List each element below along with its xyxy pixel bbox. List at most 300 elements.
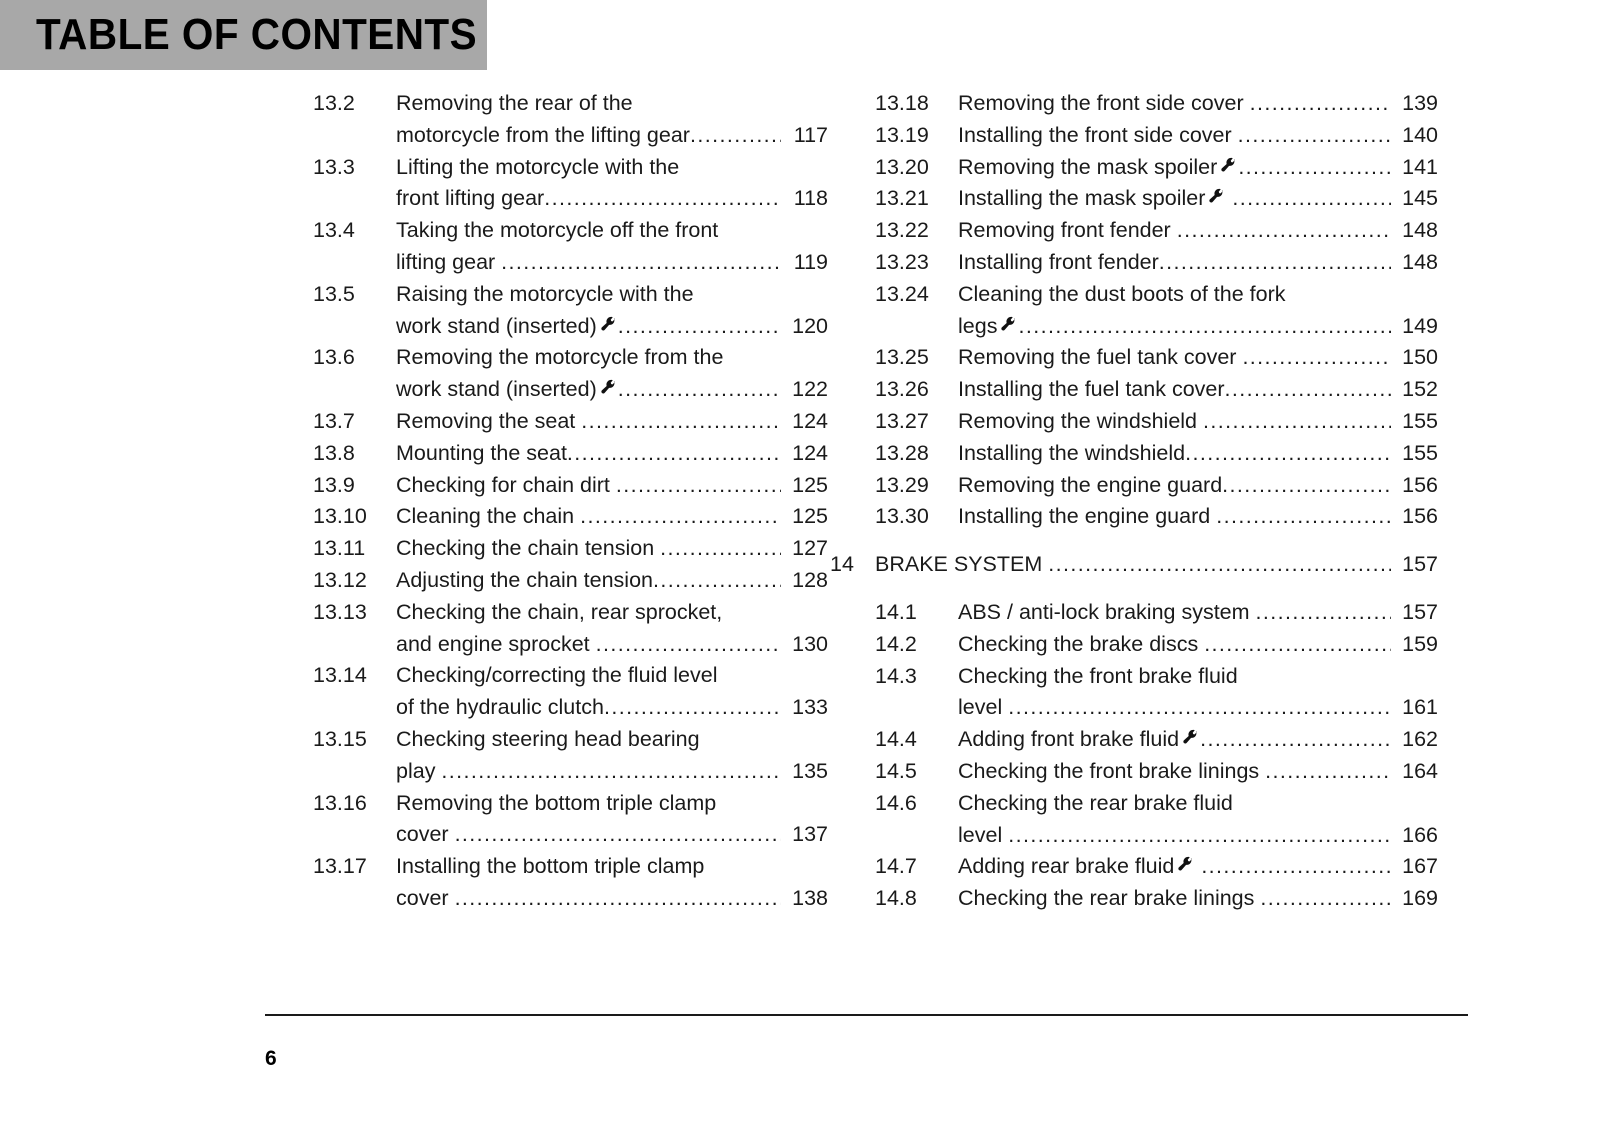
toc-entry-page-number: 156 — [1402, 504, 1438, 529]
dot-leader — [604, 692, 781, 724]
toc-entry-title: Installing the fuel tank cover — [958, 377, 1225, 402]
toc-entry-page-number: 155 — [1402, 440, 1438, 465]
toc-entry-line — [396, 215, 828, 247]
toc-entry-title: Cleaning the dust boots of the fork — [958, 281, 1286, 306]
wrench-icon — [600, 379, 617, 396]
toc-entry-page-number: 117 — [793, 122, 828, 147]
toc-entry-title: Adjusting the chain tension — [396, 567, 653, 592]
toc-entry-line — [958, 883, 1438, 915]
toc-entry-page-number: 159 — [1402, 631, 1438, 656]
toc-entry-title: Removing the rear of the — [396, 91, 633, 115]
toc-entry-line — [958, 851, 1438, 883]
toc-entry-title: Installing the front side cover — [958, 122, 1238, 147]
toc-entry-line — [958, 629, 1438, 661]
toc-entry-number: 13.30 — [875, 504, 929, 529]
toc-entry-body — [958, 342, 1438, 374]
toc-entry[interactable] — [875, 438, 1438, 470]
toc-entry[interactable] — [313, 501, 828, 533]
toc-entry-body — [396, 88, 828, 152]
dot-leader — [1018, 311, 1391, 343]
toc-entry-body — [396, 724, 828, 788]
dot-leader — [1256, 597, 1391, 629]
toc-entry-title: Removing the front side cover — [958, 91, 1250, 115]
toc-entry[interactable] — [875, 756, 1438, 788]
toc-entry-line — [958, 501, 1438, 533]
toc-entry-body — [396, 438, 828, 470]
dot-leader — [1200, 724, 1391, 756]
toc-chapter-heading[interactable] — [830, 549, 1438, 581]
toc-entry-page-number: 162 — [1402, 727, 1438, 752]
toc-entry-line — [958, 374, 1438, 406]
toc-entry-number: 13.19 — [875, 122, 929, 147]
toc-entry-line — [958, 661, 1438, 693]
toc-entry[interactable] — [875, 183, 1438, 215]
toc-entry[interactable] — [313, 660, 828, 724]
toc-entry-page-number: 157 — [1402, 552, 1438, 577]
toc-entry-title: Checking for chain dirt — [396, 472, 616, 497]
toc-entry-number: 13.26 — [875, 377, 929, 402]
toc-entry-title: cover — [396, 885, 455, 910]
dot-leader — [455, 883, 781, 915]
wrench-icon — [1182, 729, 1199, 746]
toc-entry-line — [958, 247, 1438, 279]
dot-leader — [618, 311, 781, 343]
toc-entry-number: 13.28 — [875, 440, 929, 465]
toc-entry[interactable] — [313, 88, 828, 152]
toc-entry[interactable] — [313, 597, 828, 661]
toc-entry[interactable] — [875, 406, 1438, 438]
toc-entry-number: 14.4 — [875, 727, 917, 752]
toc-entry-page-number: 135 — [792, 758, 828, 783]
toc-entry-number: 13.20 — [875, 154, 929, 179]
toc-entry[interactable] — [875, 374, 1438, 406]
toc-entry-number: 13.29 — [875, 472, 929, 497]
toc-entry-title: lifting gear — [396, 249, 502, 274]
toc-entry-body — [396, 788, 828, 852]
toc-entry-body — [396, 279, 828, 343]
toc-entry-body — [958, 183, 1438, 215]
toc-entry-title: ABS / anti-lock braking system — [958, 599, 1256, 624]
toc-entry-body — [958, 215, 1438, 247]
toc-entry-number: 13.11 — [313, 536, 366, 561]
toc-entry-body — [396, 501, 828, 533]
dot-leader — [596, 629, 781, 661]
toc-entry-title: Raising the motorcycle with the — [396, 281, 694, 306]
toc-entry-line — [396, 183, 828, 215]
toc-entry[interactable] — [875, 724, 1438, 756]
toc-entry[interactable] — [313, 565, 828, 597]
toc-entry-line — [958, 215, 1438, 247]
toc-entry-number: 13.9 — [313, 472, 355, 497]
toc-entry-page-number: 119 — [793, 249, 828, 274]
toc-entry[interactable] — [875, 152, 1438, 184]
toc-entry-title: Installing the mask spoiler — [958, 186, 1206, 211]
toc-entry[interactable] — [875, 215, 1438, 247]
toc-entry-number: 13.15 — [313, 726, 367, 751]
toc-entry-line — [875, 549, 1438, 581]
toc-entry-number: 14.8 — [875, 886, 917, 911]
toc-entry-page-number: 118 — [793, 186, 828, 211]
toc-entry-title: Cleaning the chain — [396, 504, 581, 529]
toc-entry[interactable] — [875, 851, 1438, 883]
toc-entry-page-number: 133 — [792, 695, 828, 720]
toc-entry-title: Checking the chain tension — [396, 536, 661, 561]
toc-entry-number: 13.22 — [875, 218, 929, 243]
toc-entry-title: Installing the bottom triple clamp — [396, 854, 705, 879]
toc-entry-title: Removing the mask spoiler — [958, 154, 1218, 179]
toc-entry-line — [396, 279, 828, 311]
toc-entry-body — [958, 438, 1438, 470]
toc-entry-body — [958, 851, 1438, 883]
toc-entry-page-number: 148 — [1402, 218, 1438, 243]
toc-entry-line — [396, 597, 828, 629]
toc-entry-title: Checking/correcting the fluid level — [396, 663, 718, 688]
toc-entry-body — [958, 597, 1438, 629]
toc-entry-page-number: 128 — [792, 567, 828, 592]
toc-entry[interactable] — [875, 88, 1438, 120]
toc-entry-body — [958, 883, 1438, 915]
dot-leader — [1222, 470, 1391, 502]
toc-entry-line — [396, 533, 828, 565]
toc-entry-number: 14.6 — [875, 790, 917, 815]
toc-entry[interactable] — [313, 533, 828, 565]
toc-entry-line — [396, 756, 828, 788]
toc-entry-body — [396, 851, 828, 915]
toc-entry[interactable] — [875, 883, 1438, 915]
toc-entry-line — [958, 724, 1438, 756]
toc-column-left — [313, 88, 828, 915]
toc-entry-page-number: 140 — [1402, 122, 1438, 147]
toc-entry-page-number: 161 — [1402, 695, 1438, 720]
toc-chapter-body — [875, 549, 1438, 581]
toc-entry-number: 13.5 — [313, 281, 355, 306]
toc-entry-line — [958, 788, 1438, 820]
toc-entry-number: 14.5 — [875, 758, 917, 783]
page-title: TABLE OF CONTENTS — [36, 10, 478, 59]
wrench-icon — [1000, 316, 1017, 333]
toc-entry-body — [958, 88, 1438, 120]
toc-entry-page-number: 166 — [1402, 822, 1438, 847]
toc-entry-line — [396, 152, 828, 184]
toc-entry-number: 14.2 — [875, 631, 917, 656]
toc-entry-number: 13.10 — [313, 504, 367, 529]
toc-entry-line — [396, 88, 828, 120]
dot-leader — [1177, 215, 1391, 247]
toc-entry-line — [396, 374, 828, 406]
toc-entry-title: Removing the fuel tank cover — [958, 345, 1243, 370]
dot-leader — [1008, 820, 1391, 852]
dot-leader — [1159, 247, 1391, 279]
wrench-icon — [1208, 188, 1225, 205]
dot-leader — [455, 819, 781, 851]
toc-header-banner — [0, 0, 487, 70]
toc-entry-number: 13.4 — [313, 218, 355, 243]
toc-entry-number: 13.21 — [875, 186, 929, 211]
toc-entry-body — [958, 756, 1438, 788]
toc-entry[interactable] — [313, 470, 828, 502]
toc-entry-title: Installing front fender — [958, 249, 1159, 274]
toc-entry-page-number: 156 — [1402, 472, 1438, 497]
wrench-icon — [1220, 157, 1237, 174]
toc-entry-number: 13.18 — [875, 91, 929, 115]
dot-leader — [441, 756, 781, 788]
toc-entry-title: Removing the windshield — [958, 408, 1203, 433]
toc-entry-line — [396, 311, 828, 343]
toc-entry-title: Checking the front brake fluid — [958, 663, 1238, 688]
toc-entry-line — [958, 152, 1438, 184]
dot-leader — [580, 501, 781, 533]
toc-entry-title: motorcycle from the lifting gear — [396, 122, 690, 147]
toc-entry-body — [958, 470, 1438, 502]
toc-entry-page-number: 137 — [792, 822, 828, 847]
toc-entry-page-number: 141 — [1402, 154, 1438, 179]
toc-entry-body — [958, 374, 1438, 406]
toc-entry-number: 13.16 — [313, 790, 367, 815]
toc-column-right — [830, 88, 1438, 915]
dot-leader — [618, 374, 781, 406]
footer-page-number: 6 — [265, 1047, 277, 1070]
toc-entry-line — [958, 88, 1438, 120]
toc-entry-page-number: 167 — [1402, 854, 1438, 879]
toc-entry-line — [958, 311, 1438, 343]
toc-entry-page-number: 148 — [1402, 249, 1438, 274]
toc-entry-number: 14.7 — [875, 854, 917, 879]
toc-entry-number: 13.13 — [313, 599, 367, 624]
toc-entry-page-number: 120 — [792, 313, 828, 338]
footer-divider — [265, 1014, 1468, 1016]
toc-entry[interactable] — [875, 342, 1438, 374]
toc-entry-body — [958, 629, 1438, 661]
toc-entry-line — [958, 470, 1438, 502]
toc-entry-line — [958, 183, 1438, 215]
toc-entry[interactable] — [313, 851, 828, 915]
toc-entry-title: cover — [396, 822, 455, 847]
toc-entry-page-number: 152 — [1402, 377, 1438, 402]
toc-entry-line — [396, 629, 828, 661]
toc-entry-body — [396, 470, 828, 502]
toc-entry-line — [396, 565, 828, 597]
toc-entry-title: Removing the engine guard — [958, 472, 1223, 497]
toc-entry-title: BRAKE SYSTEM — [875, 552, 1049, 577]
toc-entry-body — [958, 152, 1438, 184]
toc-entry-body — [396, 533, 828, 565]
toc-entry-title: play — [396, 758, 442, 783]
toc-entry-page-number: 125 — [792, 504, 828, 529]
toc-entry-page-number: 164 — [1402, 758, 1438, 783]
dot-leader — [567, 438, 781, 470]
toc-entry-title: work stand (inserted) — [396, 313, 597, 338]
toc-entry-body — [958, 279, 1438, 343]
toc-entry[interactable] — [313, 215, 828, 279]
toc-entry-number: 13.3 — [313, 154, 355, 179]
toc-entry-line — [958, 692, 1438, 724]
toc-entry-title: Removing the bottom triple clamp — [396, 790, 717, 815]
toc-entry-title: work stand (inserted) — [396, 377, 597, 402]
toc-entry-line — [958, 438, 1438, 470]
toc-entry-title: level — [958, 695, 1009, 720]
toc-entry-number: 13.25 — [875, 345, 929, 370]
toc-entry[interactable] — [313, 724, 828, 788]
toc-entry-line — [396, 788, 828, 820]
toc-entry-body — [958, 120, 1438, 152]
toc-entry[interactable] — [313, 342, 828, 406]
dot-leader — [1216, 501, 1391, 533]
toc-entry-body — [396, 152, 828, 216]
dot-leader — [1238, 152, 1391, 184]
dot-leader — [1048, 549, 1391, 581]
toc-entry-line — [958, 756, 1438, 788]
toc-entry-title: level — [958, 822, 1009, 847]
toc-entry-number: 13.17 — [313, 854, 367, 879]
toc-entry-line — [958, 342, 1438, 374]
toc-entry-title: Installing the windshield — [958, 440, 1186, 465]
dot-leader — [1232, 183, 1391, 215]
toc-entry-page-number: 157 — [1402, 599, 1438, 624]
toc-entry[interactable] — [875, 629, 1438, 661]
toc-entry-title: Removing the seat — [396, 408, 582, 433]
toc-entry-body — [958, 406, 1438, 438]
toc-entry-title: Installing the engine guard — [958, 504, 1217, 529]
dot-leader — [690, 120, 781, 152]
toc-entry-body — [958, 788, 1438, 852]
dot-leader — [1238, 120, 1391, 152]
toc-entry[interactable] — [875, 120, 1438, 152]
toc-entry-title: Checking the front brake linings — [958, 758, 1266, 783]
toc-entry-body — [958, 724, 1438, 756]
toc-entry-body — [958, 247, 1438, 279]
toc-entry-number: 13.14 — [313, 663, 367, 688]
dot-leader — [1185, 438, 1391, 470]
toc-entry[interactable] — [875, 788, 1438, 852]
toc-entry[interactable] — [313, 406, 828, 438]
toc-entry[interactable] — [313, 788, 828, 852]
toc-entry-title: Taking the motorcycle off the front — [396, 218, 719, 243]
dot-leader — [653, 565, 781, 597]
toc-entry-title: Mounting the seat — [396, 440, 567, 465]
toc-entry-number: 13.7 — [313, 408, 355, 433]
dot-leader — [1008, 692, 1391, 724]
toc-entry-number: 13.24 — [875, 281, 929, 306]
toc-entry-line — [396, 470, 828, 502]
toc-entry-line — [958, 279, 1438, 311]
toc-entry-title: Checking the rear brake linings — [958, 886, 1261, 911]
toc-entry-page-number: 124 — [792, 440, 828, 465]
toc-entry-title: front lifting gear — [396, 186, 545, 211]
dot-leader — [1225, 374, 1391, 406]
toc-entry-page-number: 155 — [1402, 408, 1438, 433]
dot-leader — [1203, 406, 1391, 438]
toc-entry-body — [396, 342, 828, 406]
toc-entry-number: 13.23 — [875, 249, 929, 274]
wrench-icon — [600, 316, 617, 333]
toc-entry[interactable] — [313, 438, 828, 470]
dot-leader — [581, 406, 781, 438]
toc-entry-page-number: 169 — [1402, 886, 1438, 911]
toc-entry-number: 13.2 — [313, 91, 355, 115]
toc-entry[interactable] — [875, 279, 1438, 343]
toc-entry-title: Checking the brake discs — [958, 631, 1205, 656]
toc-entry-line — [396, 883, 828, 915]
toc-entry-title: Removing the motorcycle from the — [396, 345, 724, 370]
toc-entry-line — [396, 692, 828, 724]
wrench-icon — [1177, 856, 1194, 873]
toc-entry-title: and engine sprocket — [396, 631, 596, 656]
toc-entry-line — [396, 851, 828, 883]
toc-entry-body — [396, 660, 828, 724]
dot-leader — [660, 533, 781, 565]
toc-entry-title: Lifting the motorcycle with the — [396, 154, 680, 179]
toc-entry-body — [396, 597, 828, 661]
toc-entry-number: 13.8 — [313, 440, 355, 465]
toc-entry-page-number: 122 — [792, 377, 828, 402]
toc-entry-line — [396, 342, 828, 374]
toc-entry-line — [958, 597, 1438, 629]
toc-entry-line — [958, 406, 1438, 438]
toc-entry[interactable] — [875, 470, 1438, 502]
toc-entry-number: 14.3 — [875, 663, 917, 688]
toc-entry-line — [958, 120, 1438, 152]
toc-entry[interactable] — [875, 597, 1438, 629]
toc-entry-body — [958, 501, 1438, 533]
toc-entry-title: of the hydraulic clutch — [396, 695, 604, 720]
toc-entry-page-number: 124 — [792, 408, 828, 433]
toc-entry-line — [396, 120, 828, 152]
toc-entry-title: Removing front fender — [958, 218, 1177, 243]
toc-entry[interactable] — [313, 279, 828, 343]
toc-entry-body — [958, 661, 1438, 725]
toc-entry-line — [396, 406, 828, 438]
toc-entry-line — [958, 820, 1438, 852]
toc-entry-line — [396, 724, 828, 756]
toc-entry-page-number: 125 — [792, 472, 828, 497]
toc-entry[interactable] — [875, 247, 1438, 279]
toc-chapter-number: 14 — [830, 552, 854, 577]
toc-entry-number: 13.12 — [313, 567, 367, 592]
dot-leader — [501, 247, 781, 279]
dot-leader — [1265, 756, 1391, 788]
toc-entry-page-number: 149 — [1402, 313, 1438, 338]
toc-entry[interactable] — [313, 152, 828, 216]
dot-leader — [1250, 88, 1391, 120]
toc-entry-number: 13.27 — [875, 408, 929, 433]
toc-entry-line — [396, 501, 828, 533]
toc-entry[interactable] — [875, 501, 1438, 533]
toc-entry-title: legs — [958, 313, 998, 338]
dot-leader — [1204, 629, 1391, 661]
toc-entry-title: Checking the chain, rear sprocket, — [396, 599, 723, 624]
toc-entry-page-number: 139 — [1402, 91, 1438, 115]
toc-entry-page-number: 150 — [1402, 345, 1438, 370]
dot-leader — [1260, 883, 1391, 915]
toc-entry-page-number: 127 — [792, 536, 828, 561]
toc-entry-page-number: 145 — [1402, 186, 1438, 211]
dot-leader — [616, 470, 781, 502]
toc-entry[interactable] — [875, 661, 1438, 725]
toc-entry-line — [396, 819, 828, 851]
toc-entry-body — [396, 565, 828, 597]
toc-entry-body — [396, 406, 828, 438]
toc-entry-line — [396, 247, 828, 279]
toc-entry-body — [396, 215, 828, 279]
toc-entry-page-number: 130 — [792, 631, 828, 656]
toc-entry-title: Adding front brake fluid — [958, 727, 1180, 752]
dot-leader — [1242, 342, 1391, 374]
toc-entry-line — [396, 438, 828, 470]
toc-entry-number: 13.6 — [313, 345, 355, 370]
dot-leader — [544, 183, 781, 215]
toc-entry-title: Adding rear brake fluid — [958, 854, 1175, 879]
toc-entry-title: Checking the rear brake fluid — [958, 790, 1233, 815]
